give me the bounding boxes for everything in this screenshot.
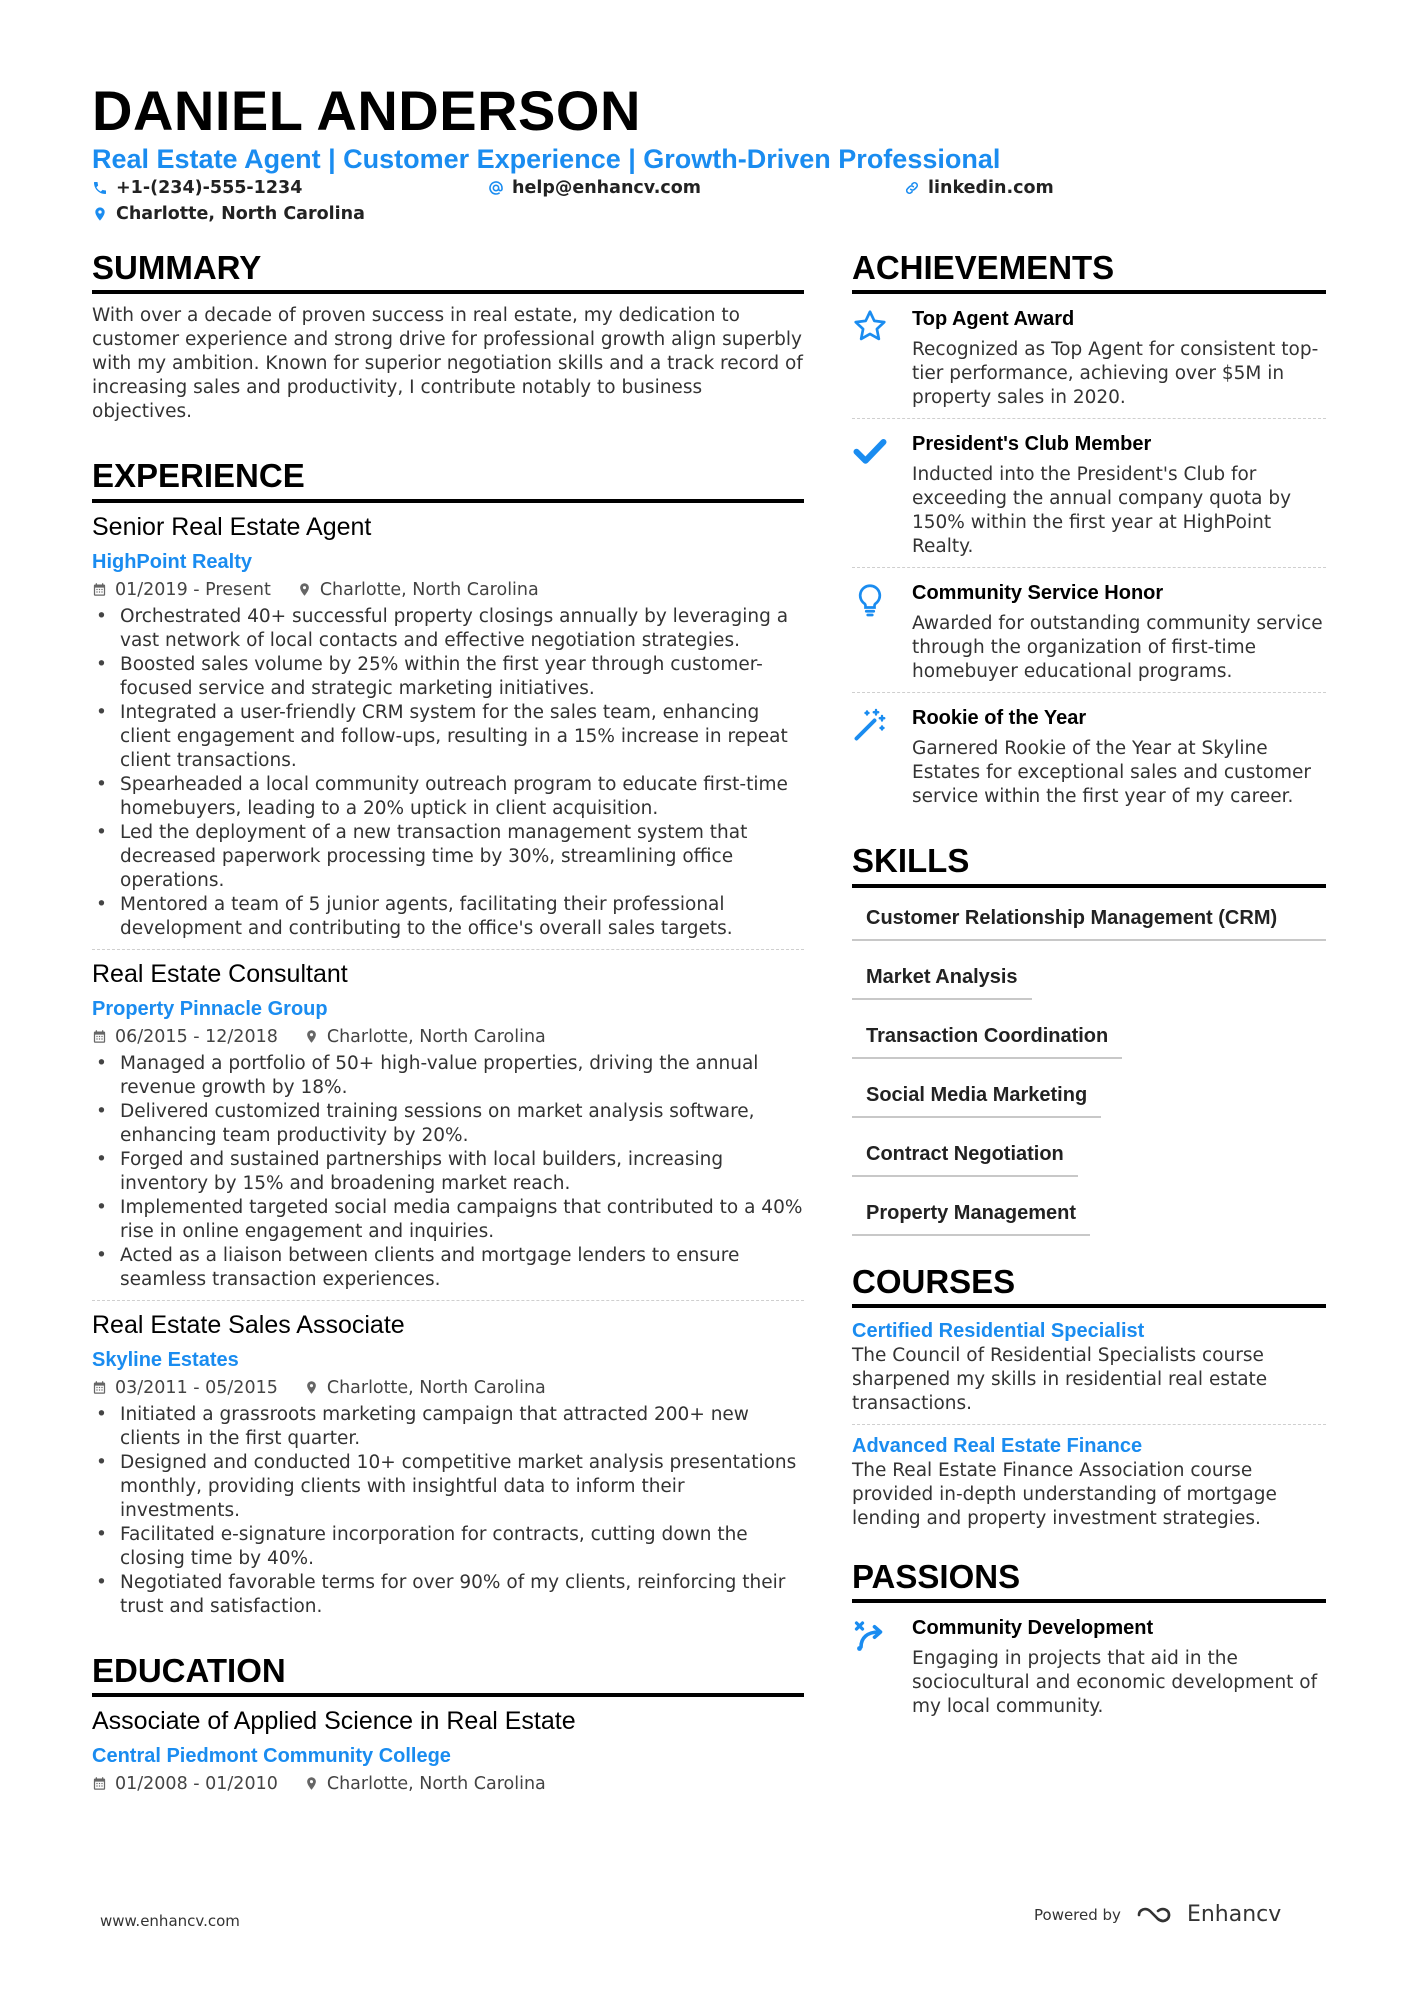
job-location-text: Charlotte, North Carolina: [326, 1026, 546, 1047]
candidate-headline: Real Estate Agent | Customer Experience | Growth-Driven Professional: [92, 144, 1001, 174]
course-title: Advanced Real Estate Finance: [852, 1434, 1143, 1457]
divider: [92, 949, 804, 950]
education-heading: EDUCATION: [92, 1653, 804, 1697]
magic-wand-icon: [852, 707, 888, 743]
calendar-icon: [92, 1776, 107, 1791]
education-location: [304, 1773, 546, 1795]
calendar-icon: [92, 1029, 107, 1044]
map-pin-icon: [92, 206, 108, 222]
school-name: Central Piedmont Community College: [92, 1744, 451, 1767]
phone-icon: [92, 180, 108, 196]
skills-heading: SKILLS: [852, 843, 1326, 887]
map-pin-icon: [304, 1380, 319, 1395]
map-pin-icon: [297, 582, 312, 597]
bullet-item: • Managed a portfolio of 50+ high-value properties, driving the annual revenue growth by 18%.: [92, 1052, 804, 1100]
brand-name: Enhancv: [1186, 1902, 1282, 1927]
achievement-title: Rookie of the Year: [912, 707, 1087, 730]
powered-by-text: Powered by: [1034, 1905, 1121, 1924]
passions-heading: PASSIONS: [852, 1559, 1326, 1603]
course-title: Certified Residential Specialist: [852, 1319, 1145, 1342]
achievement-title: Community Service Honor: [912, 582, 1164, 605]
right-column: [852, 250, 1326, 1727]
company-name: Skyline Estates: [92, 1348, 239, 1371]
skill-tag: Market Analysis: [852, 955, 1032, 1000]
footer-branding[interactable]: [1034, 1902, 1281, 1927]
course-desc: The Real Estate Finance Association course provided in-depth understanding of mortgage lending and property investment strategies.: [852, 1459, 1277, 1529]
achievement-item: [852, 568, 1326, 692]
job-location-text: Charlotte, North Carolina: [326, 1377, 546, 1398]
job-bullets: [92, 1403, 804, 1619]
lightbulb-icon: [852, 582, 888, 618]
summary-heading: SUMMARY: [92, 250, 804, 294]
phone-text: +1-(234)-555-1234: [116, 178, 303, 198]
map-pin-icon: [304, 1776, 319, 1791]
education-meta: [92, 1773, 804, 1795]
bullet-item: • Initiated a grassroots marketing campaign that attracted 200+ new clients in the first quarter.: [92, 1403, 804, 1451]
linkedin-text: linkedin.com: [928, 178, 1054, 198]
passion-item: [852, 1603, 1326, 1727]
skill-tag: Contract Negotiation: [852, 1132, 1078, 1177]
summary-text: With over a decade of proven success in real estate, my dedication to customer experience and strong drive for professional growth align superbly with my ambition. Known for superior negotiation skills and a track record of increasing sales and productivity, I contribute notably to business objectives.: [92, 305, 803, 423]
candidate-name: DANIEL ANDERSON: [92, 79, 641, 142]
skill-tag: Social Media Marketing: [852, 1073, 1101, 1118]
job-bullets: [92, 605, 804, 941]
link-icon: [904, 180, 920, 196]
bullet-item: • Mentored a team of 5 junior agents, facilitating their professional development and contributing to the office's overall sales targets.: [92, 893, 804, 941]
courses-heading: COURSES: [852, 1264, 1326, 1308]
passion-desc: Engaging in projects that aid in the sociocultural and economic development of my local community.: [912, 1648, 1318, 1718]
job-dates: 03/2011 - 05/2015: [115, 1377, 278, 1398]
experience-heading: EXPERIENCE: [92, 458, 804, 502]
footer-website[interactable]: www.enhancv.com: [100, 1912, 240, 1930]
bullet-item: • Facilitated e-signature incorporation for contracts, cutting down the closing time by 40%.: [92, 1523, 804, 1571]
star-icon: [852, 308, 888, 344]
achievements-heading: ACHIEVEMENTS: [852, 250, 1326, 294]
calendar-icon: [92, 582, 107, 597]
education-entry: [92, 1705, 804, 1795]
contact-phone[interactable]: [92, 178, 302, 198]
bullet-item: • Integrated a user-friendly CRM system for the sales team, enhancing client engagement and follow-ups, resulting in a 15% increase in repeat client transactions.: [92, 701, 804, 773]
job-meta: [92, 1377, 804, 1399]
contact-email[interactable]: [488, 178, 701, 198]
brand-logo: [1135, 1902, 1281, 1927]
job-title: Senior Real Estate Agent: [92, 512, 372, 541]
experience-entry: [92, 1309, 804, 1619]
bullet-item: • Delivered customized training sessions on market analysis software, enhancing team productivity by 20%.: [92, 1100, 804, 1148]
skills-list: [852, 896, 1326, 1236]
passion-title: Community Development: [912, 1617, 1154, 1640]
experience-entry: [92, 958, 804, 1301]
contact-linkedin[interactable]: [904, 178, 1054, 198]
bullet-item: • Implemented targeted social media campaigns that contributed to a 40% rise in online engagement and inquiries.: [92, 1196, 804, 1244]
at-sign-icon: [488, 180, 504, 196]
contact-location: [92, 204, 365, 224]
bullet-item: • Forged and sustained partnerships with local builders, increasing inventory by 15% and broadening market reach.: [92, 1148, 804, 1196]
education-location-text: Charlotte, North Carolina: [326, 1773, 546, 1794]
course-item: [852, 1433, 1326, 1531]
experience-entry: [92, 511, 804, 950]
job-location: [297, 579, 539, 601]
divider: [852, 1424, 1326, 1425]
skill-tag: Property Management: [852, 1191, 1090, 1236]
enhancv-logo-icon: [1135, 1903, 1181, 1927]
job-dates: 01/2019 - Present: [115, 579, 271, 600]
job-bullets: [92, 1052, 804, 1292]
job-meta: [92, 1026, 804, 1048]
job-meta: [92, 579, 804, 601]
job-title: Real Estate Sales Associate: [92, 1310, 405, 1339]
education-dates: 01/2008 - 01/2010: [115, 1773, 278, 1794]
job-dates: 06/2015 - 12/2018: [115, 1026, 278, 1047]
location-text: Charlotte, North Carolina: [116, 204, 365, 224]
achievement-title: President's Club Member: [912, 433, 1152, 456]
skill-tag: Transaction Coordination: [852, 1014, 1122, 1059]
achievement-desc: Recognized as Top Agent for consistent top-tier performance, achieving over $5M in property sales in 2020.: [912, 339, 1319, 409]
job-title: Real Estate Consultant: [92, 959, 348, 988]
strategy-icon: [852, 1617, 888, 1653]
bullet-item: • Negotiated favorable terms for over 90% of my clients, reinforcing their trust and satisfaction.: [92, 1571, 804, 1619]
skill-tag: Customer Relationship Management (CRM): [852, 896, 1326, 941]
degree-title: Associate of Applied Science in Real Estate: [92, 1706, 576, 1735]
course-desc: The Council of Residential Specialists course sharpened my skills in residential real estate transactions.: [852, 1344, 1268, 1414]
divider: [92, 1300, 804, 1301]
job-location: [304, 1377, 546, 1399]
achievement-item: [852, 693, 1326, 817]
achievement-desc: Inducted into the President's Club for exceeding the annual company quota by 150% within the first year at HighPoint Realty.: [912, 464, 1292, 558]
company-name: Property Pinnacle Group: [92, 997, 328, 1020]
map-pin-icon: [304, 1029, 319, 1044]
email-text: help@enhancv.com: [512, 178, 702, 198]
job-location: [304, 1026, 546, 1048]
checkmark-icon: [852, 433, 888, 469]
bullet-item: • Designed and conducted 10+ competitive market analysis presentations monthly, providing clients with insightful data to inform their investments.: [92, 1451, 804, 1523]
achievement-item: [852, 419, 1326, 567]
bullet-item: • Spearheaded a local community outreach program to educate first-time homebuyers, leading to a 20% uptick in client acquisition.: [92, 773, 804, 821]
bullet-item: • Acted as a liaison between clients and mortgage lenders to ensure seamless transaction experiences.: [92, 1244, 804, 1292]
achievement-title: Top Agent Award: [912, 308, 1075, 331]
bullet-item: • Led the deployment of a new transaction management system that decreased paperwork processing time by 30%, streamlining office operations.: [92, 821, 804, 893]
course-item: [852, 1318, 1326, 1416]
achievement-desc: Awarded for outstanding community service through the organization of first-time homebuyer educational programs.: [912, 613, 1323, 683]
company-name: HighPoint Realty: [92, 550, 253, 573]
bullet-item: • Orchestrated 40+ successful property closings annually by leveraging a vast network of local contacts and effective negotiation strategies.: [92, 605, 804, 653]
calendar-icon: [92, 1380, 107, 1395]
achievement-item: [852, 294, 1326, 418]
job-location-text: Charlotte, North Carolina: [319, 579, 539, 600]
left-column: [92, 250, 804, 1795]
bullet-item: • Boosted sales volume by 25% within the first year through customer-focused service and strategic marketing initiatives.: [92, 653, 804, 701]
achievement-desc: Garnered Rookie of the Year at Skyline Estates for exceptional sales and customer service within the first year of my career.: [912, 738, 1311, 808]
